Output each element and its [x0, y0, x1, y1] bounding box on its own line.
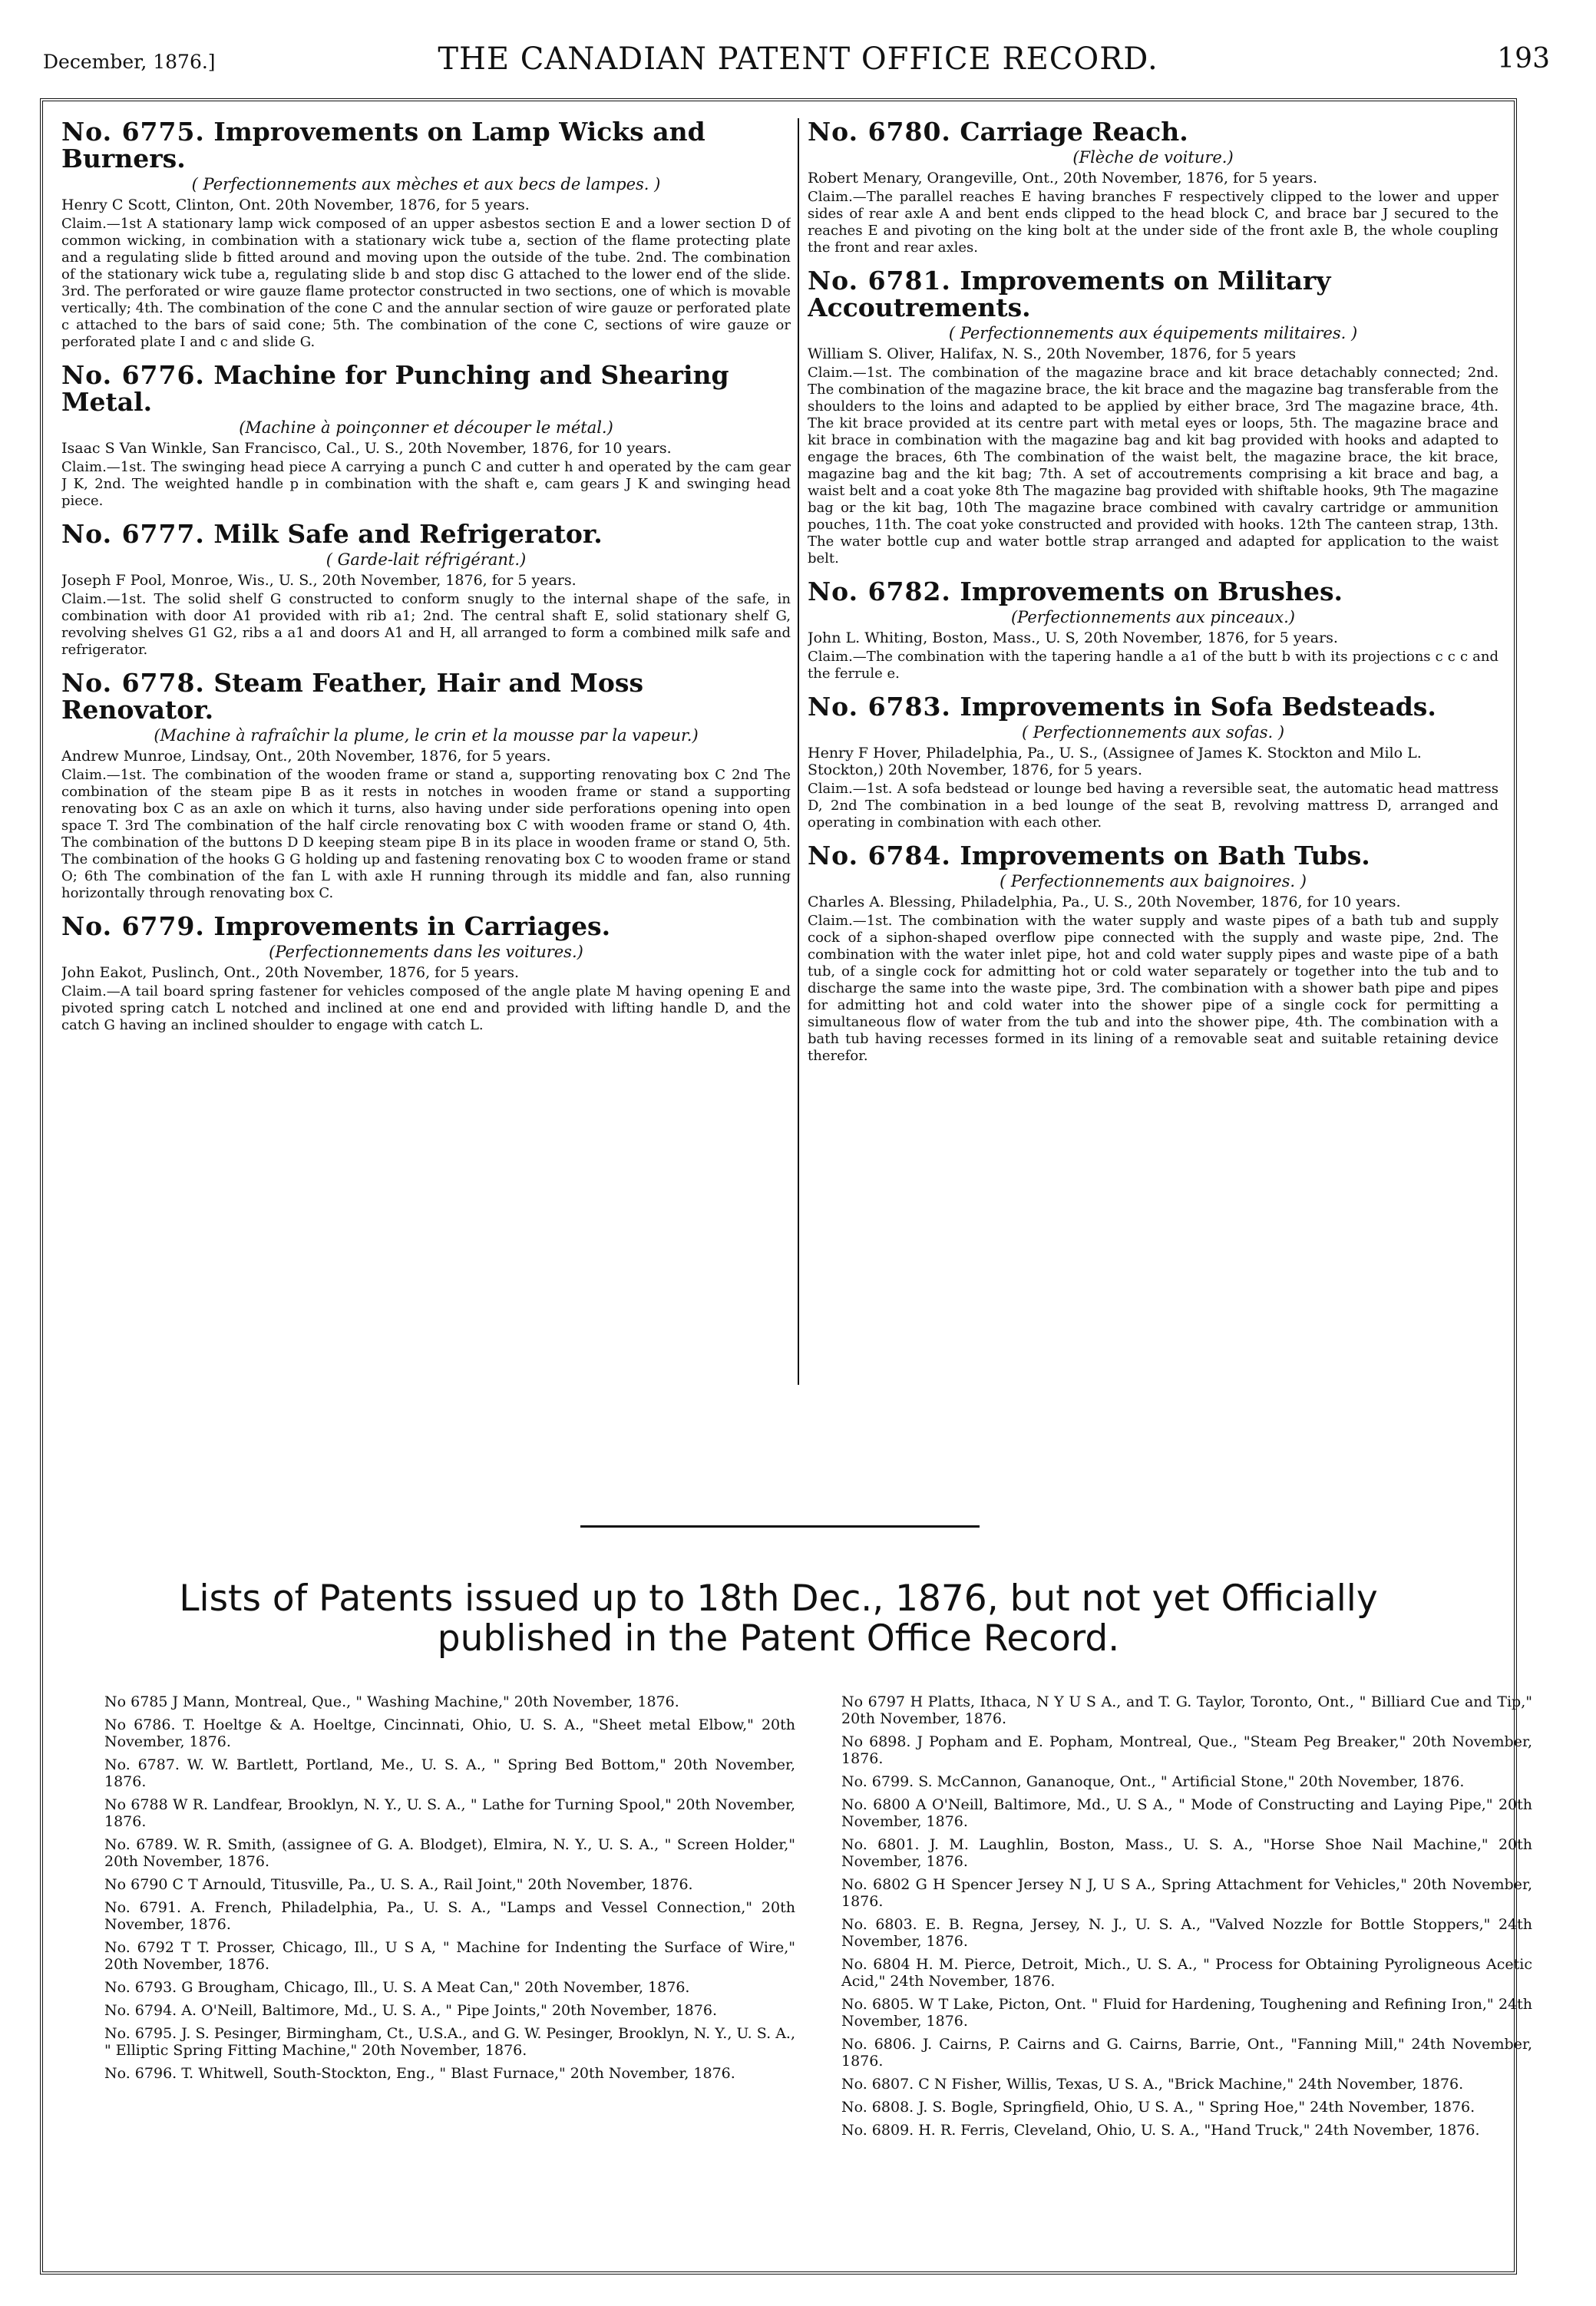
list-item: No. 6787. W. W. Bartlett, Portland, Me., U. S. A., " Spring Bed Bottom," 20th November, 1876. — [104, 1756, 795, 1790]
french-title: ( Garde-lait réfrigérant.) — [325, 550, 527, 569]
french-title: (Machine à poinçonner et découper le métal.) — [239, 418, 613, 437]
lists-heading: Lists of Patents issued up to 18th Dec., 1876, but not yet Officially published in the Patent Office Record. — [179, 1578, 1378, 1660]
left-column — [61, 118, 791, 1045]
patent-entry — [808, 267, 1499, 567]
patent-title: Improvements in Sofa Bedsteads. — [960, 692, 1436, 722]
claim-text: Claim.—1st. The solid shelf G constructed to conform snugly to the internal shape of the safe, in combination with door A1 provided with rib a1; 2nd. The central shaft E, solid stationary shelf G, revolving shelves G1 G2, ribs a a1 and doors A1 and H, all arranged to form a combined milk safe and refrigerator. — [61, 591, 791, 658]
list-item: No. 6796. T. Whitwell, South-Stockton, Eng., " Blast Furnace," 20th November, 1876. — [104, 2065, 735, 2082]
page-number: 193 — [1497, 43, 1550, 74]
list-item: No. 6807. C N Fisher, Willis, Texas, U S. A., "Brick Machine," 24th November, 1876. — [841, 2076, 1464, 2093]
claim-text: Claim.—A tail board spring fastener for vehicles composed of the angle plate M having opening E and pivoted spring catch L notched and inclined at one end and provided with lifting handle D, and the catch G having an inclined shoulder to engage with catch L. — [61, 983, 791, 1033]
list-item: No. 6799. S. McCannon, Gananoque, Ont., " Artificial Stone," 20th November, 1876. — [841, 1773, 1465, 1790]
patentee-line: Isaac S Van Winkle, San Francisco, Cal., U. S., 20th November, 1876, for 10 years. — [61, 440, 672, 457]
list-item: No. 6794. A. O'Neill, Baltimore, Md., U. S. A., " Pipe Joints," 20th November, 1876. — [104, 2002, 717, 2019]
entry-heading — [61, 669, 791, 723]
patent-number: No. 6780. — [808, 118, 951, 147]
list-item: No. 6795. J. S. Pesinger, Birmingham, Ct., U.S.A., and G. W. Pesinger, Brooklyn, N. Y., U. S. A., " Elliptic Spring Fitting Machine," 20th November, 1876. — [104, 2025, 795, 2059]
entry-heading — [808, 267, 1499, 321]
patent-number: No. 6775. — [61, 118, 205, 147]
entry-heading — [61, 362, 791, 415]
list-item: No 6785 J Mann, Montreal, Que., " Washing Machine," 20th November, 1876. — [104, 1693, 679, 1710]
french-title: ( Perfectionnements aux sofas. ) — [1021, 723, 1285, 742]
patent-list-left — [104, 1693, 795, 2088]
patent-record-frame — [40, 98, 1532, 2275]
list-item: No. 6801. J. M. Laughlin, Boston, Mass., U. S. A., "Horse Shoe Nail Machine," 20th November, 1876. — [841, 1836, 1532, 1870]
patent-title: Improvements on Brushes. — [960, 576, 1343, 606]
list-item: No. 6800 A O'Neill, Baltimore, Md., U. S A., " Mode of Constructing and Laying Pipe," 20th November, 1876. — [841, 1796, 1532, 1830]
patent-entry — [61, 520, 791, 659]
patent-title: Carriage Reach. — [960, 118, 1188, 147]
patent-title: Improvements in Carriages. — [213, 911, 611, 941]
list-item: No. 6809. H. R. Ferris, Cleveland, Ohio, U. S. A., "Hand Truck," 24th November, 1876. — [841, 2122, 1480, 2139]
list-item: No 6898. J Popham and E. Popham, Montreal, Que., "Steam Peg Breaker," 20th November, 1876. — [841, 1733, 1532, 1767]
patent-entry — [808, 578, 1499, 682]
patent-number: No. 6779. — [61, 911, 205, 941]
patent-title: Machine for Punching and Shearing Metal. — [61, 360, 729, 417]
patent-number: No. 6777. — [61, 519, 205, 549]
french-title: (Perfectionnements aux pinceaux.) — [1010, 608, 1296, 626]
patent-entry — [808, 118, 1499, 256]
list-item: No. 6789. W. R. Smith, (assignee of G. A. Blodget), Elmira, N. Y., U. S. A., " Screen Holder," 20th November, 1876. — [104, 1836, 795, 1870]
french-title: (Flèche de voiture.) — [1072, 148, 1234, 167]
list-item: No 6790 C T Arnould, Titusville, Pa., U. S. A., Rail Joint," 20th November, 1876. — [104, 1876, 693, 1893]
patentee-line: William S. Oliver, Halifax, N. S., 20th November, 1876, for 5 years — [808, 345, 1297, 362]
running-head — [40, 40, 1556, 88]
patentee-line: Joseph F Pool, Monroe, Wis., U. S., 20th November, 1876, for 5 years. — [61, 572, 577, 589]
list-item: No. 6793. G Brougham, Chicago, Ill., U. S. A Meat Can," 20th November, 1876. — [104, 1979, 690, 1996]
list-item: No. 6792 T T. Prosser, Chicago, Ill., U S A, " Machine for Indenting the Surface of Wire," 20th November, 1876. — [104, 1939, 795, 1973]
list-item: No 6788 W R. Landfear, Brooklyn, N. Y., U. S. A., " Lathe for Turning Spool," 20th November, 1876. — [104, 1796, 795, 1830]
patentee-line: Charles A. Blessing, Philadelphia, Pa., U. S., 20th November, 1876, for 10 years. — [808, 894, 1401, 910]
claim-text: Claim.—1st. The combination of the magazine brace and kit brace detachably connected; 2nd. The combination of the magazine brace, the kit brace and the magazine bag transferable from the shoulders to the loins and adapted to be applied by either brace, 3rd The magazine brace, 4th. The kit brace provided at its centre part with metal eyes or loops, 5th. The magazine brace and kit brace in combination with the magazine bag and kit bag provided with hooks and adapted to engage the braces, 6th The combination of the waist belt, the magazine brace, the kit brace, magazine bag and the kit bag; 7th. A set of accoutrements comprising a kit brace and bag, a waist belt and a coat yoke 8th The magazine bag provided with shiftable hooks, 9th The magazine bag or the kit bag, 10th The magazine brace combined with cavalry cartridge or ammunition pouches, 11th. The coat yoke constructed and provided with hooks. 12th The canteen strap, 13th. The water bottle cup and water bottle strap arranged and adapted for application to the waist belt. — [808, 365, 1499, 567]
entry-heading — [61, 913, 791, 940]
patent-title: Improvements on Military Accoutrements. — [808, 266, 1331, 322]
patent-number: No. 6776. — [61, 360, 205, 390]
list-item: No. 6803. E. B. Regna, Jersey, N. J., U. S. A., "Valved Nozzle for Bottle Stoppers," 24th November, 1876. — [841, 1916, 1532, 1950]
patent-number: No. 6778. — [61, 668, 205, 698]
list-item: No. 6805. W T Lake, Picton, Ont. " Fluid for Hardening, Toughening and Refining Iron," 24th November, 1876. — [841, 1996, 1532, 2030]
claim-text: Claim.—1st A stationary lamp wick composed of an upper asbestos section E and a lower section D of common wicking, in combination with a stationary wick tube a, section of the flame protecting plate and a regulating slide b fitted around and moving upon the outside of the tube. 2nd. The combination of the stationary wick tube a, regulating slide b and stop disc G attached to the lower end of the slide. 3rd. The perforated or wire gauze flame protector constructed in two sections, one of which is movable vertically; 4th. The combination of the cone C and the annular section of wire gauze or perforated plate c attached to the bars of said cone; 5th. The combination of the cone C, sections of wire gauze or perforated plate I and c and slide G. — [61, 216, 791, 350]
section-rule — [580, 1525, 980, 1528]
patentee-line: John Eakot, Puslinch, Ont., 20th November, 1876, for 5 years. — [61, 964, 520, 981]
issue-date: December, 1876.] — [43, 51, 216, 73]
french-title: ( Perfectionnements aux équipements militaires. ) — [948, 324, 1358, 342]
list-item: No. 6808. J. S. Bogle, Springfield, Ohio, U S. A., " Spring Hoe," 24th November, 1876. — [841, 2099, 1475, 2116]
patentee-line: Robert Menary, Orangeville, Ont., 20th November, 1876, for 5 years. — [808, 170, 1317, 187]
entry-heading — [808, 693, 1499, 720]
list-item: No 6797 H Platts, Ithaca, N Y U S A., and T. G. Taylor, Toronto, Ont., " Billiard Cue and Tip," 20th November, 1876. — [841, 1693, 1532, 1727]
patent-entry — [808, 693, 1499, 831]
patentee-line: Andrew Munroe, Lindsay, Ont., 20th November, 1876, for 5 years. — [61, 748, 551, 765]
french-title: (Machine à rafraîchir la plume, le crin et la mousse par la vapeur.) — [154, 726, 699, 745]
list-item: No. 6804 H. M. Pierce, Detroit, Mich., U. S. A., " Process for Obtaining Pyroligneous Acetic Acid," 24th November, 1876. — [841, 1956, 1532, 1990]
entry-heading — [61, 520, 791, 547]
french-title: ( Perfectionnements aux mèches et aux becs de lampes. ) — [191, 175, 661, 193]
patent-number: No. 6782. — [808, 576, 951, 606]
claim-text: Claim.—1st. The combination with the water supply and waste pipes of a bath tub and supply cock of a siphon-shaped overflow pipe connected with the supply and waste pipe, 2nd. The combination with the water inlet pipe, hot and cold water supply pipes and waste pipe of a bath tub, of a single cock for admitting hot or cold water separately or together into the tub and to discharge the same into the waste pipe, 3rd. The combination with a shower bath pipe and pipes for admitting hot and cold water into the shower pipe of a single cock for permitting a simultaneous flow of water from the tub and into the shower pipe, 4th. The combination with a bath tub having recesses formed in its lining of a removable seat and suitable retaining device therefor. — [808, 913, 1499, 1064]
column-divider — [798, 118, 799, 1385]
patent-title: Improvements on Lamp Wicks and Burners. — [61, 118, 705, 173]
entry-heading — [808, 118, 1499, 145]
patent-title: Milk Safe and Refrigerator. — [213, 519, 603, 549]
patentee-line: John L. Whiting, Boston, Mass., U. S, 20th November, 1876, for 5 years. — [808, 629, 1338, 646]
patent-number: No. 6781. — [808, 266, 951, 296]
claim-text: Claim.—1st. The combination of the wooden frame or stand a, supporting renovating box C 2nd The combination of the steam pipe B as it rests in notches in wooden frame or stand a supporting renovating box C as an axle on which it turns, also having under side perforations opening into open space T. 3rd The combination of the half circle renovating box C with wooden frame or stand O, 4th. The combination of the buttons D D keeping steam pipe B in its place in wooden frame or stand O, 5th. The combination of the hooks G G holding up and fastening renovating box C to wooden frame or stand O; 6th The combination of the fan L with axle H running through its middle and fan, also running horizontally through renovating box C. — [61, 767, 791, 901]
patent-number: No. 6783. — [808, 692, 951, 722]
right-column — [808, 118, 1499, 1075]
french-title: ( Perfectionnements aux baignoires. ) — [1000, 872, 1307, 890]
claim-text: Claim.—1st. A sofa bedstead or lounge bed having a reversible seat, the automatic head mattress D, 2nd The combination in a bed lounge of the seat B, revolving mattress D, arranged and operating in combination with each other. — [808, 781, 1499, 831]
patent-title: Steam Feather, Hair and Moss Renovator. — [61, 668, 644, 725]
entry-heading — [61, 118, 791, 172]
claim-text: Claim.—The combination with the tapering handle a a1 of the butt b with its projections c c c and the ferrule e. — [808, 649, 1499, 682]
list-item: No. 6802 G H Spencer Jersey N J, U S A., Spring Attachment for Vehicles," 20th November, 1876. — [841, 1876, 1532, 1910]
entry-heading — [808, 842, 1499, 869]
patent-number: No. 6784. — [808, 841, 951, 871]
entry-heading — [808, 578, 1499, 605]
patent-entry — [61, 118, 791, 351]
patent-entry — [808, 842, 1499, 1065]
claim-text: Claim.—1st. The swinging head piece A carrying a punch C and cutter h and operated by the cam gear J K, 2nd. The weighted handle p in combination with the shaft e, cam gears J K and swinging head piece. — [61, 459, 791, 509]
journal-title: THE CANADIAN PATENT OFFICE RECORD. — [438, 41, 1158, 77]
patent-entry — [61, 362, 791, 510]
claim-text: Claim.—The parallel reaches E having branches F respectively clipped to the lower and upper sides of rear axle A and bent ends clipped to the head block C, and brace bar J secured to the reaches E and pivoting on the king bolt at the under side of the front axle B, the whole coupling the front and rear axles. — [808, 189, 1499, 256]
patentee-line: Henry F Hover, Philadelphia, Pa., U. S., (Assignee of James K. Stockton and Milo L. Stockton,) 20th November, 1876, for 5 years. — [808, 745, 1422, 778]
patent-list-right — [841, 1693, 1532, 2145]
list-item: No. 6806. J. Cairns, P. Cairns and G. Cairns, Barrie, Ont., "Fanning Mill," 24th November, 1876. — [841, 2036, 1532, 2070]
patent-entry — [61, 913, 791, 1034]
patentee-line: Henry C Scott, Clinton, Ont. 20th November, 1876, for 5 years. — [61, 197, 530, 213]
french-title: (Perfectionnements dans les voitures.) — [269, 943, 583, 961]
list-item: No 6786. T. Hoeltge & A. Hoeltge, Cincinnati, Ohio, U. S. A., "Sheet metal Elbow," 20th November, 1876. — [104, 1716, 795, 1750]
patent-title: Improvements on Bath Tubs. — [960, 841, 1370, 871]
patent-entry — [61, 669, 791, 902]
list-item: No. 6791. A. French, Philadelphia, Pa., U. S. A., "Lamps and Vessel Connection," 20th November, 1876. — [104, 1899, 795, 1933]
